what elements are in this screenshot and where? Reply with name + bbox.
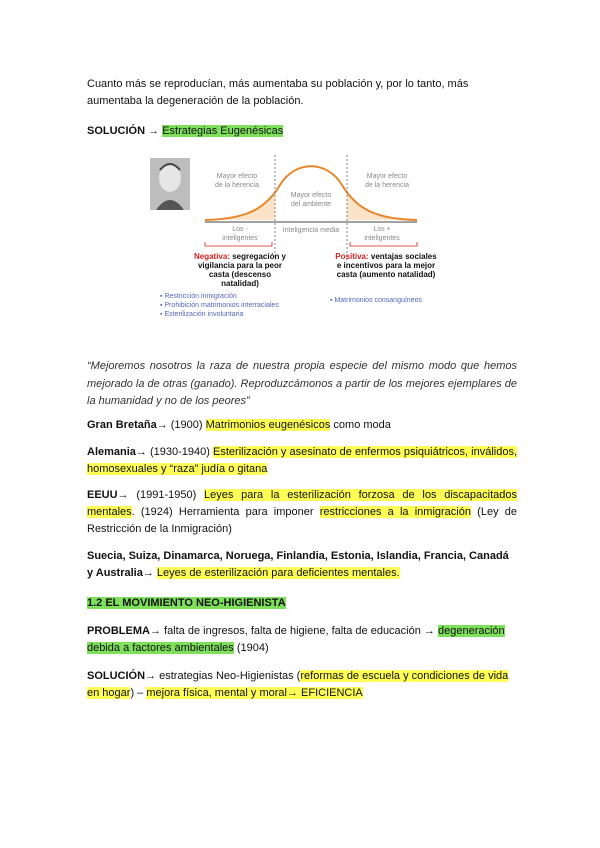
arrow: → — [135, 446, 147, 458]
alemania-highlight: Esterilización y asesinato de enfermos psiquiátricos, inválidos, homosexuales y “raza” judía o gitana — [87, 446, 518, 475]
gb-year: (1900) — [167, 419, 206, 431]
eeuu-tail: (Ley de Restricción de la Inmigración) — [87, 506, 517, 535]
problema-tail: (1904) — [233, 642, 269, 654]
paises-highlight: Leyes de esterilización para deficientes mentales. — [156, 567, 400, 579]
solucion2-highlight-1: reformas de escuela y condiciones de vida en hogar — [87, 670, 509, 699]
neg-line1: segregación y — [229, 252, 287, 261]
top-right-line1: Mayor efecto — [366, 173, 408, 180]
center-line1: Mayor efecto — [290, 192, 332, 199]
alemania-label: Alemania — [87, 446, 136, 458]
pos-bullet-1: ▪ Matrimonios consanguíneos — [330, 297, 422, 304]
arrow: → — [145, 670, 157, 682]
neg-bullet-1: ▪ Restricción inmigración — [160, 293, 237, 300]
problema-highlight: degeneración debida a factores ambientales — [87, 625, 505, 654]
neg-bullet-3: ▪ Esterilización involuntaria — [160, 311, 244, 318]
paises-paragraph — [87, 548, 517, 582]
solucion2-label: SOLUCIÓN — [87, 670, 146, 682]
axis-left-line2: inteligentes — [222, 235, 258, 242]
problema-paragraph — [87, 623, 517, 657]
eeuu-highlight-1: Leyes para la esterilización forzosa de los discapacitados mentales — [87, 489, 517, 518]
pos-bracket — [350, 242, 417, 246]
arrow: → — [148, 125, 160, 137]
gb-tail: como moda — [330, 419, 391, 431]
heading-1-2: 1.2 EL MOVIMIENTO NEO-HIGIENISTA — [87, 597, 286, 609]
neg-line4: natalidad) — [221, 279, 259, 288]
arrow: → — [142, 567, 154, 579]
gran-bretana-paragraph — [87, 417, 517, 434]
solucion2-highlight-2: mejora física, mental y moral — [146, 687, 287, 699]
gb-highlight: Matrimonios eugenésicos — [205, 419, 331, 431]
axis-right-line2: inteligentes — [364, 235, 400, 242]
solucion2-mid: ) – — [130, 687, 147, 699]
svg-text:Negativa: segregación y — [194, 252, 287, 261]
arrow: → — [149, 625, 161, 637]
highlight-estrategias: Estrategias Eugenésicas — [162, 125, 284, 137]
gb-label: Gran Bretaña — [87, 419, 157, 431]
alemania-year: (1930-1940) — [146, 446, 214, 458]
intro-paragraph: Cuanto más se reproducían, más aumentaba su población y, por lo tanto, más aumentaba la degeneración de la población. — [87, 78, 469, 107]
neg-line3: casta (descenso — [208, 270, 272, 279]
solucion-label: SOLUCIÓN — [87, 125, 146, 137]
bell-curve-figure — [150, 150, 450, 340]
eeuu-year: (1991-1950) — [128, 489, 205, 501]
paises-label: Suecia, Suiza, Dinamarca, Noruega, Finlandia, Estonia, Islandia, Francia, Canadá y Australia — [87, 550, 509, 579]
top-left-line2: de la herencia — [215, 182, 259, 189]
arrow: → — [156, 419, 168, 431]
neg-line2: vigilancia para la peor — [197, 261, 283, 270]
center-line2: del ambiente — [290, 201, 332, 208]
quote-paragraph: “Mejoremos nosotros la raza de nuestra propia especie del mismo modo que hemos mejorado la de otras (ganado). Reproduzcámonos a partir de los mejores ejemplares de la humanidad y no de los peores” — [87, 360, 517, 407]
solucion2-text: estrategias Neo-Higienistas ( — [156, 670, 301, 682]
problema-text: falta de ingresos, falta de higiene, falta de educación — [160, 625, 424, 637]
axis-center: Inteligencia media — [282, 227, 340, 234]
pos-line1: ventajas sociales — [368, 252, 437, 261]
section-heading — [87, 595, 517, 612]
solucion-neohigienista — [87, 668, 517, 702]
pos-line2: e incentivos para la mejor — [336, 261, 436, 270]
top-right-line2: de la herencia — [365, 182, 409, 189]
top-left-line1: Mayor efecto — [216, 173, 258, 180]
eeuu-mid: . (1924) Herramienta para imponer — [131, 506, 320, 518]
solucion-eugenesicas — [87, 123, 517, 140]
eeuu-highlight-2: restricciones a la inmigración — [319, 506, 471, 518]
eeuu-label: EEUU — [87, 489, 118, 501]
problema-label: PROBLEMA — [87, 625, 150, 637]
neg-bullet-2: ▪ Prohibición matrimonios interraciales — [160, 302, 279, 309]
svg-text:Positiva: ventajas sociales — [335, 252, 437, 261]
neg-bracket — [205, 242, 272, 246]
arrow: → — [423, 625, 435, 637]
pos-line3: casta (aumento natalidad) — [336, 270, 436, 279]
arrow: → — [117, 489, 129, 501]
arrow: → — [286, 687, 298, 699]
axis-left-line1: Los - — [232, 226, 248, 233]
alemania-paragraph — [87, 444, 517, 478]
axis-right-line1: Los + — [373, 226, 391, 233]
pos-label: Positiva: — [335, 252, 369, 261]
galton-portrait-icon — [150, 158, 190, 210]
neg-label: Negativa: — [193, 252, 230, 261]
eeuu-paragraph — [87, 487, 517, 538]
solucion2-highlight-3: EFICIENCIA — [297, 687, 363, 699]
